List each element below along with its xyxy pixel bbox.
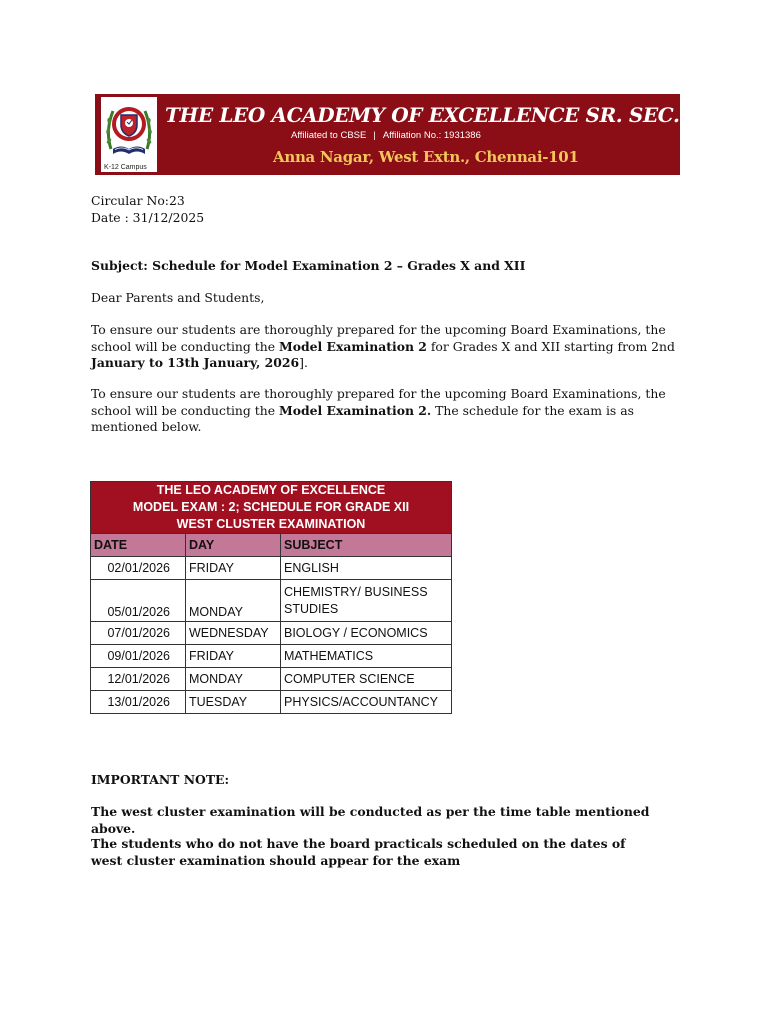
logo-caption: K-12 Campus <box>101 163 157 172</box>
circular-date: Date : 31/12/2025 <box>91 210 205 225</box>
paragraph-2 <box>91 386 681 436</box>
important-note-heading: IMPORTANT NOTE: <box>91 772 230 787</box>
table-row <box>91 691 452 714</box>
paragraph-1-text-e: ]. <box>299 355 308 370</box>
cell-subject: COMPUTER SCIENCE <box>281 668 452 691</box>
table-title-line-3: WEST CLUSTER EXAMINATION <box>176 517 366 531</box>
school-logo <box>101 97 157 172</box>
paragraph-1-text-a: To ensure our students are thoroughly prepared for the upcoming Board Examinations, the school will be conducting the <box>91 322 666 354</box>
table-header-row <box>91 534 452 557</box>
cell-day: FRIDAY <box>186 557 281 580</box>
table-title-line-2: MODEL EXAM : 2; SCHEDULE FOR GRADE XII <box>132 500 410 514</box>
cell-subject: BIOLOGY / ECONOMICS <box>281 622 452 645</box>
circular-subject: Subject: Schedule for Model Examination 2 – Grades X and XII <box>91 258 526 273</box>
cell-date: 05/01/2026 <box>91 580 186 622</box>
cell-date: 02/01/2026 <box>91 557 186 580</box>
paragraph-1-date-range: January to 13th January, 2026 <box>91 355 300 370</box>
circular-number: Circular No:23 <box>91 193 185 208</box>
paragraph-2-text-a: To ensure our students are thoroughly prepared for the upcoming Board Examinations, the school will be conducting the <box>91 386 666 418</box>
cell-day: MONDAY <box>186 668 281 691</box>
table-row <box>91 645 452 668</box>
cell-subject: MATHEMATICS <box>281 645 452 668</box>
paragraph-1-exam-name: Model Examination 2 <box>279 338 427 354</box>
cell-subject: CHEMISTRY/ BUSINESS STUDIES <box>281 580 452 622</box>
exam-schedule-table <box>90 481 452 714</box>
cell-date: 07/01/2026 <box>91 622 186 645</box>
important-note-2: The students who do not have the board practicals scheduled on the dates of west cluster examination should appear for the exam <box>91 836 626 868</box>
table-row <box>91 557 452 580</box>
cell-date: 13/01/2026 <box>91 691 186 714</box>
paragraph-2-exam-name: Model Examination 2. <box>279 402 432 418</box>
affiliation-number: Affiliation No.: 1931386 <box>382 130 481 141</box>
table-row <box>91 622 452 645</box>
table-row <box>91 668 452 691</box>
cell-date: 12/01/2026 <box>91 668 186 691</box>
column-header-date: DATE <box>91 534 186 557</box>
cell-subject: ENGLISH <box>281 557 452 580</box>
school-address: Anna Nagar, West Extn., Chennai-101 <box>273 148 579 166</box>
table-row <box>91 580 452 622</box>
important-note-1: The west cluster examination will be conducted as per the time table mentioned above. <box>91 804 650 836</box>
affiliation-line <box>291 129 551 143</box>
affiliation-separator: | <box>373 130 376 141</box>
cell-day: TUESDAY <box>186 691 281 714</box>
column-header-subject: SUBJECT <box>281 534 452 557</box>
greeting: Dear Parents and Students, <box>91 290 265 305</box>
cell-day: WEDNESDAY <box>186 622 281 645</box>
paragraph-1 <box>91 322 681 372</box>
cell-subject: PHYSICS/ACCOUNTANCY <box>281 691 452 714</box>
crest-icon <box>101 97 157 163</box>
paragraph-1-text-c: for Grades X and XII starting from 2nd <box>426 338 675 354</box>
table-title-row <box>91 482 452 534</box>
cell-date: 09/01/2026 <box>91 645 186 668</box>
cell-day: MONDAY <box>186 580 281 622</box>
paragraph-2-text-c: The schedule for the exam is as mentioned below. <box>91 402 634 434</box>
table-title <box>91 482 452 534</box>
cell-day: FRIDAY <box>186 645 281 668</box>
affiliation-text: Affiliated to CBSE <box>291 130 367 141</box>
table-title-line-1: THE LEO ACADEMY OF EXCELLENCE <box>156 483 386 497</box>
school-name: THE LEO ACADEMY OF EXCELLENCE SR. SEC. SCHOOL <box>165 103 782 127</box>
column-header-day: DAY <box>186 534 281 557</box>
school-header-banner <box>95 94 782 175</box>
